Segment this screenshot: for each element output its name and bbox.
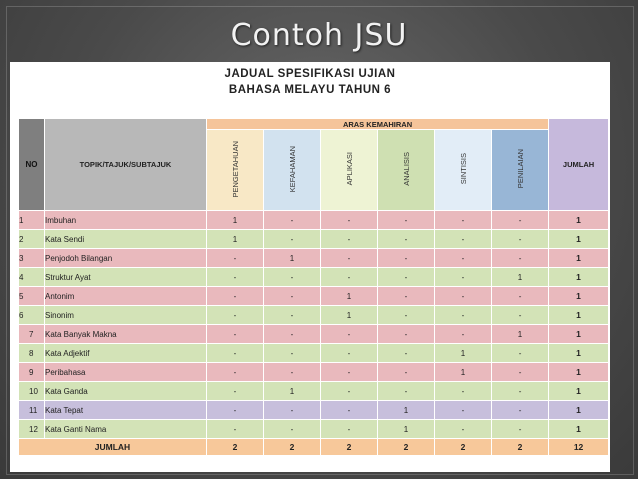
cell-aplikasi: - bbox=[321, 249, 378, 268]
cell-pengetahuan: - bbox=[207, 401, 264, 420]
cell-sintisis: - bbox=[435, 325, 492, 344]
table-row bbox=[19, 306, 609, 325]
cell-kefahaman: - bbox=[264, 344, 321, 363]
row-jumlah: 1 bbox=[549, 420, 609, 439]
header-aras-kemahiran: ARAS KEMAHIRAN bbox=[207, 119, 549, 130]
cell-pengetahuan: - bbox=[207, 344, 264, 363]
cell-analisis: 1 bbox=[378, 401, 435, 420]
cell-kefahaman: 1 bbox=[264, 382, 321, 401]
table-row bbox=[19, 325, 609, 344]
row-jumlah: 1 bbox=[549, 287, 609, 306]
cell-kefahaman: - bbox=[264, 306, 321, 325]
row-topic: Kata Ganda bbox=[45, 382, 207, 401]
table-row bbox=[19, 287, 609, 306]
cell-pengetahuan: 1 bbox=[207, 230, 264, 249]
row-jumlah: 1 bbox=[549, 363, 609, 382]
footer-total-aplikasi: 2 bbox=[321, 439, 378, 456]
cell-sintisis: - bbox=[435, 306, 492, 325]
header-jumlah: JUMLAH bbox=[549, 119, 609, 211]
cell-pengetahuan: - bbox=[207, 325, 264, 344]
cell-aplikasi: - bbox=[321, 268, 378, 287]
table-row bbox=[19, 363, 609, 382]
cell-pengetahuan: - bbox=[207, 306, 264, 325]
cell-analisis: - bbox=[378, 325, 435, 344]
header-topic: TOPIK/TAJUK/SUBTAJUK bbox=[45, 119, 207, 211]
cell-aplikasi: 1 bbox=[321, 287, 378, 306]
row-number: 5 bbox=[19, 287, 45, 306]
row-jumlah: 1 bbox=[549, 325, 609, 344]
table-row bbox=[19, 249, 609, 268]
row-topic: Kata Tepat bbox=[45, 401, 207, 420]
row-number: 8 bbox=[19, 344, 45, 363]
table-row bbox=[19, 382, 609, 401]
cell-penilaian: - bbox=[492, 363, 549, 382]
cell-analisis: - bbox=[378, 249, 435, 268]
cell-sintisis: 1 bbox=[435, 363, 492, 382]
row-topic: Imbuhan bbox=[45, 211, 207, 230]
row-jumlah: 1 bbox=[549, 382, 609, 401]
cell-analisis: - bbox=[378, 268, 435, 287]
header-skill-pengetahuan bbox=[207, 130, 264, 211]
cell-kefahaman: - bbox=[264, 230, 321, 249]
row-topic: Kata Adjektif bbox=[45, 344, 207, 363]
cell-analisis: 1 bbox=[378, 420, 435, 439]
cell-analisis: - bbox=[378, 344, 435, 363]
row-jumlah: 1 bbox=[549, 268, 609, 287]
document-heading bbox=[10, 66, 610, 98]
table-row bbox=[19, 420, 609, 439]
row-jumlah: 1 bbox=[549, 344, 609, 363]
cell-kefahaman: - bbox=[264, 420, 321, 439]
row-number: 4 bbox=[19, 268, 45, 287]
footer-total-analisis: 2 bbox=[378, 439, 435, 456]
cell-aplikasi: - bbox=[321, 325, 378, 344]
header-skill-aplikasi bbox=[321, 130, 378, 211]
row-jumlah: 1 bbox=[549, 249, 609, 268]
cell-sintisis: - bbox=[435, 401, 492, 420]
header-skill-label: PENGETAHUAN bbox=[230, 140, 240, 198]
row-number: 9 bbox=[19, 363, 45, 382]
header-skill-sintisis bbox=[435, 130, 492, 211]
header-skill-label: APLIKASI bbox=[344, 152, 354, 186]
cell-aplikasi: - bbox=[321, 344, 378, 363]
header-skill-penilaian bbox=[492, 130, 549, 211]
cell-analisis: - bbox=[378, 363, 435, 382]
table-row bbox=[19, 401, 609, 420]
cell-sintisis: - bbox=[435, 420, 492, 439]
footer-total-penilaian: 2 bbox=[492, 439, 549, 456]
row-topic: Kata Sendi bbox=[45, 230, 207, 249]
row-number: 10 bbox=[19, 382, 45, 401]
header-skill-label: SINTISIS bbox=[458, 153, 468, 185]
row-number: 12 bbox=[19, 420, 45, 439]
cell-kefahaman: - bbox=[264, 401, 321, 420]
cell-kefahaman: - bbox=[264, 211, 321, 230]
cell-sintisis: - bbox=[435, 211, 492, 230]
cell-pengetahuan: - bbox=[207, 363, 264, 382]
cell-kefahaman: - bbox=[264, 363, 321, 382]
row-number: 7 bbox=[19, 325, 45, 344]
cell-aplikasi: 1 bbox=[321, 306, 378, 325]
row-topic: Sinonim bbox=[45, 306, 207, 325]
cell-sintisis: - bbox=[435, 287, 492, 306]
table-row bbox=[19, 344, 609, 363]
cell-penilaian: - bbox=[492, 211, 549, 230]
cell-sintisis: - bbox=[435, 268, 492, 287]
cell-pengetahuan: - bbox=[207, 420, 264, 439]
row-number: 11 bbox=[19, 401, 45, 420]
cell-kefahaman: - bbox=[264, 325, 321, 344]
row-jumlah: 1 bbox=[549, 211, 609, 230]
cell-aplikasi: - bbox=[321, 382, 378, 401]
cell-kefahaman: - bbox=[264, 268, 321, 287]
footer-total-pengetahuan: 2 bbox=[207, 439, 264, 456]
row-topic: Kata Banyak Makna bbox=[45, 325, 207, 344]
cell-pengetahuan: - bbox=[207, 268, 264, 287]
row-jumlah: 1 bbox=[549, 230, 609, 249]
jsu-document bbox=[10, 62, 610, 472]
cell-penilaian: 1 bbox=[492, 325, 549, 344]
cell-penilaian: - bbox=[492, 230, 549, 249]
cell-kefahaman: 1 bbox=[264, 249, 321, 268]
row-number: 3 bbox=[19, 249, 45, 268]
cell-aplikasi: - bbox=[321, 211, 378, 230]
row-number: 1 bbox=[19, 211, 45, 230]
cell-penilaian: 1 bbox=[492, 268, 549, 287]
row-number: 2 bbox=[19, 230, 45, 249]
cell-analisis: - bbox=[378, 306, 435, 325]
cell-sintisis: - bbox=[435, 230, 492, 249]
footer-label: JUMLAH bbox=[19, 439, 207, 456]
row-topic: Struktur Ayat bbox=[45, 268, 207, 287]
header-skill-label: KEFAHAMAN bbox=[287, 145, 297, 193]
row-number: 6 bbox=[19, 306, 45, 325]
cell-sintisis: 1 bbox=[435, 344, 492, 363]
cell-sintisis: - bbox=[435, 382, 492, 401]
table-row bbox=[19, 230, 609, 249]
jsu-table bbox=[18, 118, 609, 456]
cell-penilaian: - bbox=[492, 344, 549, 363]
cell-penilaian: - bbox=[492, 382, 549, 401]
footer-total-sintisis: 2 bbox=[435, 439, 492, 456]
row-jumlah: 1 bbox=[549, 306, 609, 325]
cell-pengetahuan: - bbox=[207, 382, 264, 401]
cell-penilaian: - bbox=[492, 287, 549, 306]
row-topic: Antonim bbox=[45, 287, 207, 306]
cell-penilaian: - bbox=[492, 420, 549, 439]
cell-aplikasi: - bbox=[321, 230, 378, 249]
row-topic: Penjodoh Bilangan bbox=[45, 249, 207, 268]
cell-analisis: - bbox=[378, 230, 435, 249]
header-skill-analisis bbox=[378, 130, 435, 211]
cell-aplikasi: - bbox=[321, 363, 378, 382]
cell-pengetahuan: 1 bbox=[207, 211, 264, 230]
footer-total-kefahaman: 2 bbox=[264, 439, 321, 456]
slide-title: Contoh JSU bbox=[230, 18, 408, 53]
heading-line-1: JADUAL SPESIFIKASI UJIAN bbox=[224, 68, 396, 80]
cell-analisis: - bbox=[378, 382, 435, 401]
cell-aplikasi: - bbox=[321, 401, 378, 420]
table-body bbox=[19, 211, 609, 439]
header-skill-label: ANALISIS bbox=[401, 152, 411, 186]
cell-penilaian: - bbox=[492, 249, 549, 268]
header-no: NO bbox=[19, 119, 45, 211]
cell-analisis: - bbox=[378, 211, 435, 230]
cell-aplikasi: - bbox=[321, 420, 378, 439]
cell-sintisis: - bbox=[435, 249, 492, 268]
table-row bbox=[19, 211, 609, 230]
cell-penilaian: - bbox=[492, 306, 549, 325]
row-topic: Peribahasa bbox=[45, 363, 207, 382]
header-skill-label: PENILAIAN bbox=[515, 149, 525, 189]
cell-penilaian: - bbox=[492, 401, 549, 420]
row-topic: Kata Ganti Nama bbox=[45, 420, 207, 439]
cell-kefahaman: - bbox=[264, 287, 321, 306]
cell-analisis: - bbox=[378, 287, 435, 306]
row-jumlah: 1 bbox=[549, 401, 609, 420]
footer-row bbox=[19, 439, 609, 456]
cell-pengetahuan: - bbox=[207, 287, 264, 306]
cell-pengetahuan: - bbox=[207, 249, 264, 268]
table-row bbox=[19, 268, 609, 287]
heading-line-2: BAHASA MELAYU TAHUN 6 bbox=[228, 84, 392, 96]
footer-grand-total: 12 bbox=[549, 439, 609, 456]
header-skill-kefahaman bbox=[264, 130, 321, 211]
